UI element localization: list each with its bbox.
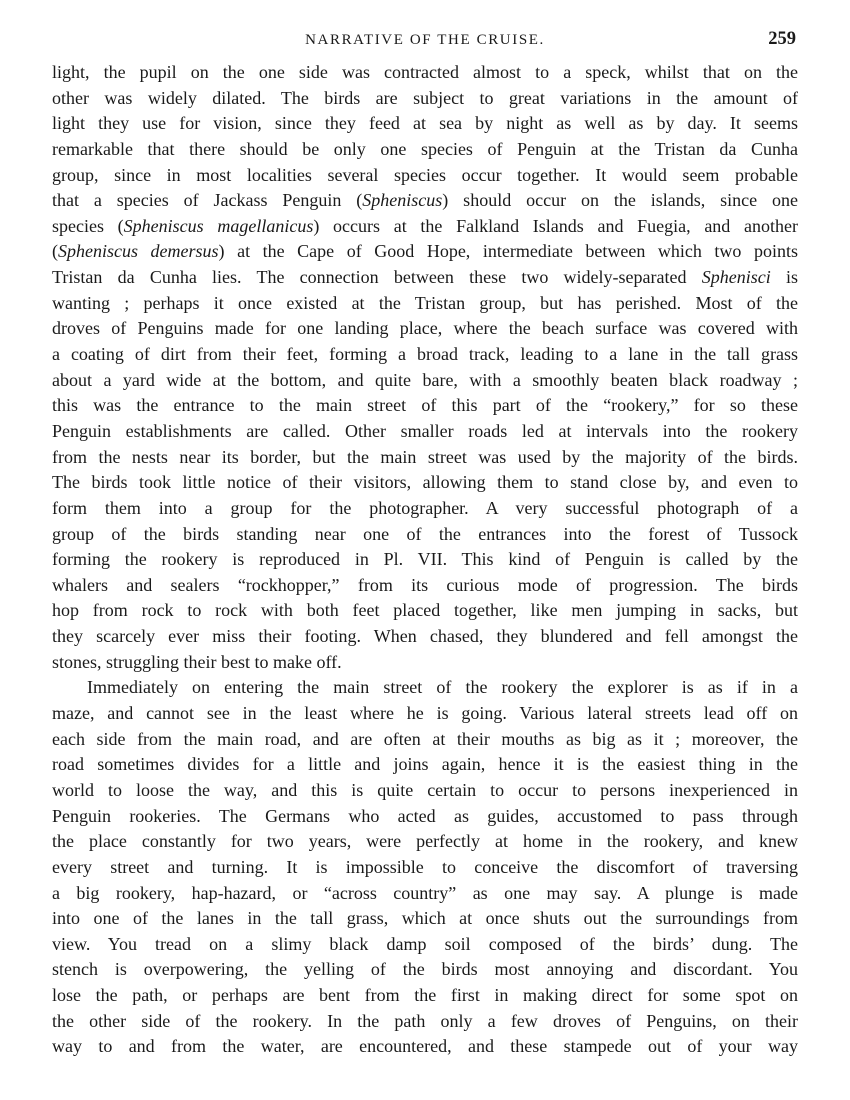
text-line [52,752,798,778]
text-run: this was the entrance to the main street of this part of the “rookery,” for so these [52,395,798,416]
text-run: the other side of the rookery. In the path only a few droves of Penguins, on their [52,1010,798,1031]
text-line [52,342,798,368]
body-text [52,60,798,1060]
text-run: world to loose the way, and this is quite certain to occur to persons inexperienced in [52,779,798,800]
text-run: hop from rock to rock with both feet placed together, like men jumping in sacks, but [52,600,798,621]
text-run: maze, and cannot see in the least where he is going. Various lateral streets lead off on [52,703,798,724]
text-line [52,265,798,291]
text-line [52,522,798,548]
italic-term: Spheniscus magellanicus [123,215,314,236]
text-line [52,547,798,573]
text-run: stones, struggling their best to make off. [52,651,342,672]
text-line [52,829,798,855]
text-line [52,778,798,804]
text-line [52,804,798,830]
paragraph [52,60,798,675]
text-line [52,624,798,650]
text-run: species ( [52,215,124,236]
text-line [52,111,798,137]
text-run: they scarcely ever miss their footing. When chased, they blundered and fell amongst the [52,626,798,647]
text-line [52,701,798,727]
text-line [52,239,798,265]
text-run: stench is overpowering, the yelling of the birds most annoying and discordant. You [52,959,798,980]
text-line [52,932,798,958]
paragraph [52,675,798,1060]
text-run: lose the path, or perhaps are bent from the first in making direct for some spot on [52,985,798,1006]
text-run: Immediately on entering the main street of the rookery the explorer is as if in a [87,677,798,698]
text-line [52,650,798,676]
text-run: wanting ; perhaps it once existed at the Tristan group, but has perished. Most of the [52,292,798,313]
text-line [52,881,798,907]
text-run: other was widely dilated. The birds are subject to great variations in the amount of [52,87,798,108]
text-run: Penguin establishments are called. Other smaller roads led at intervals into the rookery [52,420,798,441]
text-run: remarkable that there should be only one species of Penguin at the Tristan da Cunha [52,138,798,159]
text-run: group of the birds standing near one of the entrances into the forest of Tussock [52,523,798,544]
text-run: The birds took little notice of their visitors, allowing them to stand close by, and even to [52,472,798,493]
text-line [52,573,798,599]
text-line [52,727,798,753]
text-run: each side from the main road, and are often at their mouths as big as it ; moreover, the [52,728,798,749]
text-line [52,60,798,86]
text-line [52,1009,798,1035]
text-run: droves of Penguins made for one landing place, where the beach surface was covered with [52,318,798,339]
text-run: forming the rookery is reproduced in Pl. VII. This kind of Penguin is called by the [52,549,798,570]
text-run: is [770,267,798,288]
text-line [52,419,798,445]
text-line [52,163,798,189]
running-title: NARRATIVE OF THE CRUISE. [305,32,545,48]
text-run: group, since in most localities several species occur together. It would seem probable [52,164,798,185]
text-run: road sometimes divides for a little and joins again, hence it is the easiest thing in the [52,754,798,775]
text-run: view. You tread on a slimy black damp soil composed of the birds’ dung. The [52,933,798,954]
text-line [52,291,798,317]
text-run: form them into a group for the photographer. A very successful photograph of a [52,497,798,518]
text-line [52,368,798,394]
text-line [52,496,798,522]
text-run: a coating of dirt from their feet, forming a broad track, leading to a lane in the tall grass [52,344,798,365]
text-run: ) occurs at the Falkland Islands and Fuegia, and another [313,215,798,236]
text-line [52,445,798,471]
book-page [52,26,798,1086]
text-line [52,470,798,496]
text-line [52,188,798,214]
text-line [52,1034,798,1060]
text-run: Tristan da Cunha lies. The connection between these two widely-separated [52,267,702,288]
text-line [52,316,798,342]
page-number: 259 [768,29,796,49]
text-line [52,983,798,1009]
text-run: whalers and sealers “rockhopper,” from its curious mode of progression. The birds [52,574,798,595]
text-run: ) should occur on the islands, since one [442,190,798,211]
text-run: ( [52,241,58,262]
text-line [52,137,798,163]
text-line [52,86,798,112]
italic-term: Spheniscus [362,190,443,211]
text-run: about a yard wide at the bottom, and quite bare, with a smoothly beaten black roadway ; [52,369,798,390]
text-line [52,957,798,983]
text-run: the place constantly for two years, were perfectly at home in the rookery, and knew [52,831,798,852]
text-line [52,214,798,240]
italic-term: Sphenisci [701,267,771,288]
text-run: ) at the Cape of Good Hope, intermediate between which two points [218,241,798,262]
text-run: light they use for vision, since they feed at sea by night as well as by day. It seems [52,113,798,134]
text-run: that a species of Jackass Penguin ( [52,190,363,211]
text-run: a big rookery, hap-hazard, or “across country” as one may say. A plunge is made [52,882,798,903]
text-run: way to and from the water, are encountered, and these stampede out of your way [52,1036,798,1057]
text-line [52,855,798,881]
text-line [52,598,798,624]
running-head [52,26,798,60]
text-run: light, the pupil on the one side was contracted almost to a speck, whilst that on the [52,62,798,82]
text-run: every street and turning. It is impossible to conceive the discomfort of traversing [52,856,798,877]
text-run: from the nests near its border, but the main street was used by the majority of the birds. [52,446,798,467]
italic-term: Spheniscus demersus [58,241,219,262]
text-line [52,906,798,932]
text-run: into one of the lanes in the tall grass, which at once shuts out the surroundings from [52,908,798,929]
text-run: Penguin rookeries. The Germans who acted as guides, accustomed to pass through [52,805,798,826]
text-line [52,675,798,701]
text-line [52,393,798,419]
